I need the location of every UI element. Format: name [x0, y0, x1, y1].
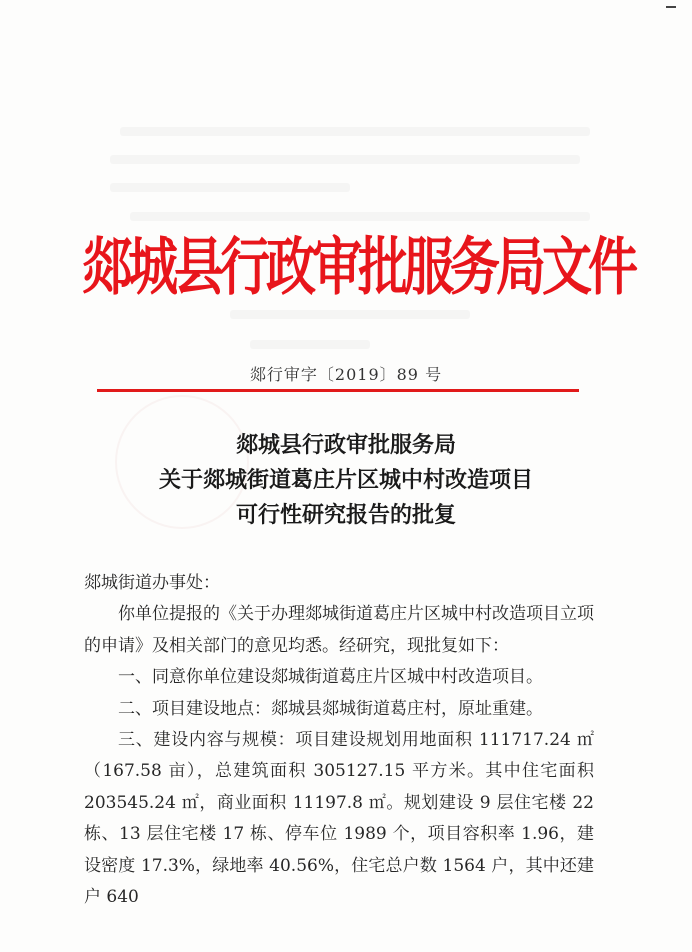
bleed-through-mark [110, 183, 350, 192]
issuer-header-title: 郯城县行政审批服务局文件 [82, 230, 634, 304]
addressee: 郯城街道办事处： [84, 573, 220, 593]
document-body [84, 568, 594, 913]
title-line-2: 关于郯城街道葛庄片区城中村改造项目 [158, 467, 533, 493]
title-line-1: 郯城县行政审批服务局 [235, 432, 456, 458]
document-number: 郯行审字〔2019〕89 号 [249, 365, 443, 384]
scan-corner-mark [666, 6, 676, 8]
bleed-through-mark [110, 155, 580, 164]
paragraph-intro: 你单位提报的《关于办理郯城街道葛庄片区城中村改造项目立项的申请》及相关部门的意见均悉。经研究，现批复如下： [84, 604, 594, 656]
bleed-through-mark [250, 340, 370, 349]
title-line-3: 可行性研究报告的批复 [235, 502, 456, 528]
red-divider-rule [97, 389, 579, 392]
bleed-through-mark [120, 127, 590, 136]
bleed-through-mark [130, 212, 590, 221]
document-title [0, 428, 692, 533]
paragraph-item-3: 三、建设内容与规模：项目建设规划用地面积 111717.24 ㎡（167.58 亩），总建筑面积 305127.15 平方米。其中住宅面积 203545.24 ㎡，商业面积 11197.8 ㎡。规划建设 9 层住宅楼 22 栋、13 层住宅楼 17 栋、停车位 1989 个，项目容积率 1.96，建设密度 17.3%，绿地率 40.56%，住宅总户数 1564 户，其中还建户 640 [84, 730, 594, 908]
paragraph-item-1: 一、同意你单位建设郯城街道葛庄片区城中村改造项目。 [118, 667, 543, 688]
paragraph-item-2: 二、项目建设地点：郯城县郯城街道葛庄村，原址重建。 [118, 698, 543, 719]
